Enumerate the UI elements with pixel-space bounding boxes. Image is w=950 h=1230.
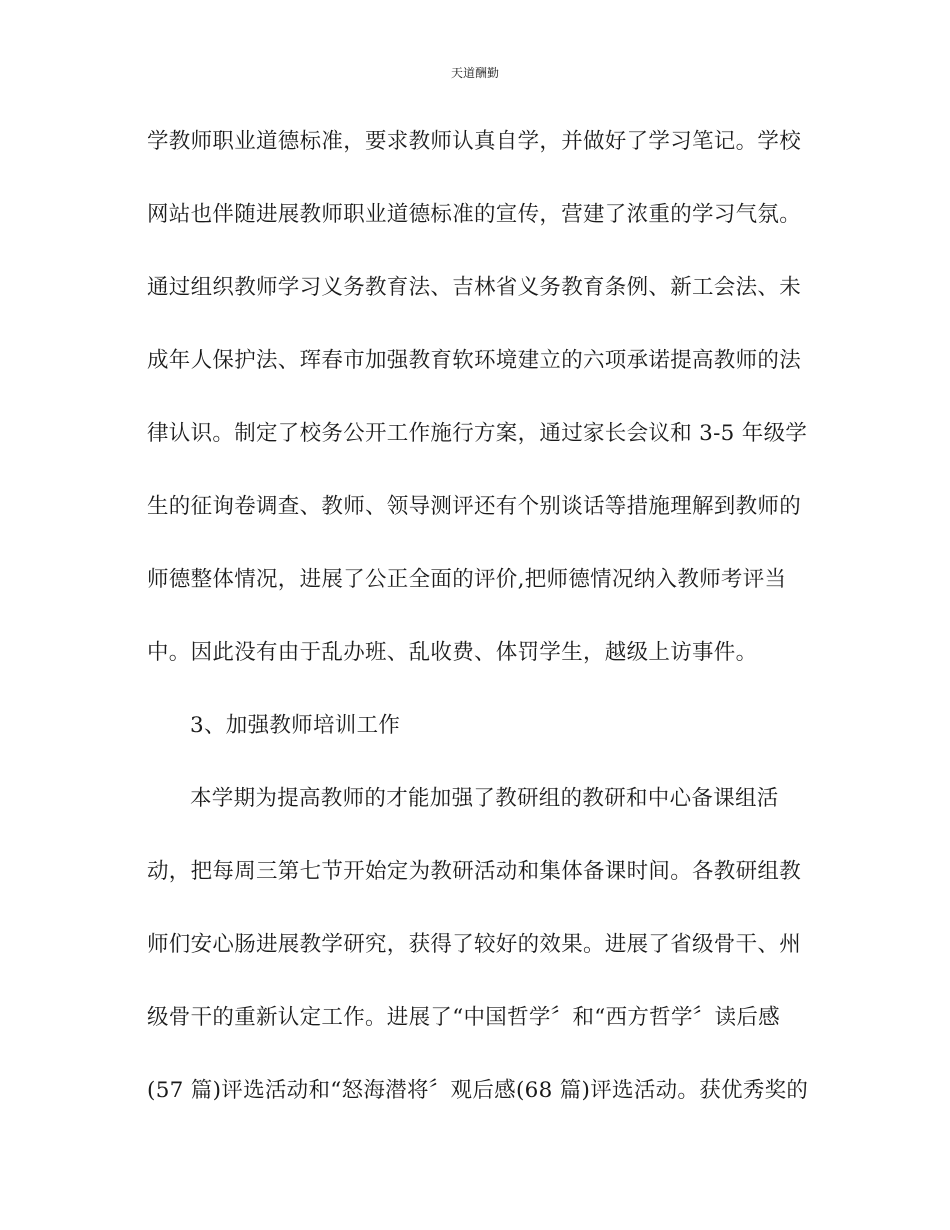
paragraph-line: 律认识。制定了校务公开工作施行方案，通过家长会议和 3-5 年级学 <box>147 421 808 446</box>
page-header: 天道酬勤 <box>450 66 499 80</box>
paragraph-line: 动，把每周三第七节开始定为教研活动和集体备课时间。各教研组教 <box>147 859 802 884</box>
paragraph-line: 中。因此没有由于乱办班、乱收费、体罚学生，越级上访事件。 <box>147 640 758 665</box>
paragraph-line: 本学期为提高教师的才能加强了教研组的教研和中心备课组活 <box>190 786 779 811</box>
paragraph-line: 成年人保护法、珲春市加强教育软环境建立的六项承诺提高教师的法 <box>147 348 802 373</box>
document-body <box>147 120 807 1142</box>
section-heading: 3、加强教师培训工作 <box>190 713 401 738</box>
paragraph-line: 级骨干的重新认定工作。进展了“中国哲学〞和“西方哲学〞读后感 <box>147 1005 780 1030</box>
paragraph-line: (57 篇)评选活动和“怒海潜将〞观后感(68 篇)评选活动。获优秀奖的 <box>147 1078 809 1103</box>
paragraph-line: 生的征询卷调查、教师、领导测评还有个别谈话等措施理解到教师的 <box>147 494 802 519</box>
paragraph-line: 师德整体情况，进展了公正全面的评价,把师德情况纳入教师考评当 <box>147 567 787 592</box>
paragraph-line: 通过组织教师学习义务教育法、吉林省义务教育条例、新工会法、未 <box>147 275 802 300</box>
paragraph-line: 网站也伴随进展教师职业道德标准的宣传，营建了浓重的学习气氛。 <box>147 202 802 227</box>
paragraph-line: 师们安心肠进展教学研究，获得了较好的效果。进展了省级骨干、州 <box>147 932 802 957</box>
paragraph-line: 学教师职业道德标准，要求教师认真自学，并做好了学习笔记。学校 <box>147 129 802 154</box>
